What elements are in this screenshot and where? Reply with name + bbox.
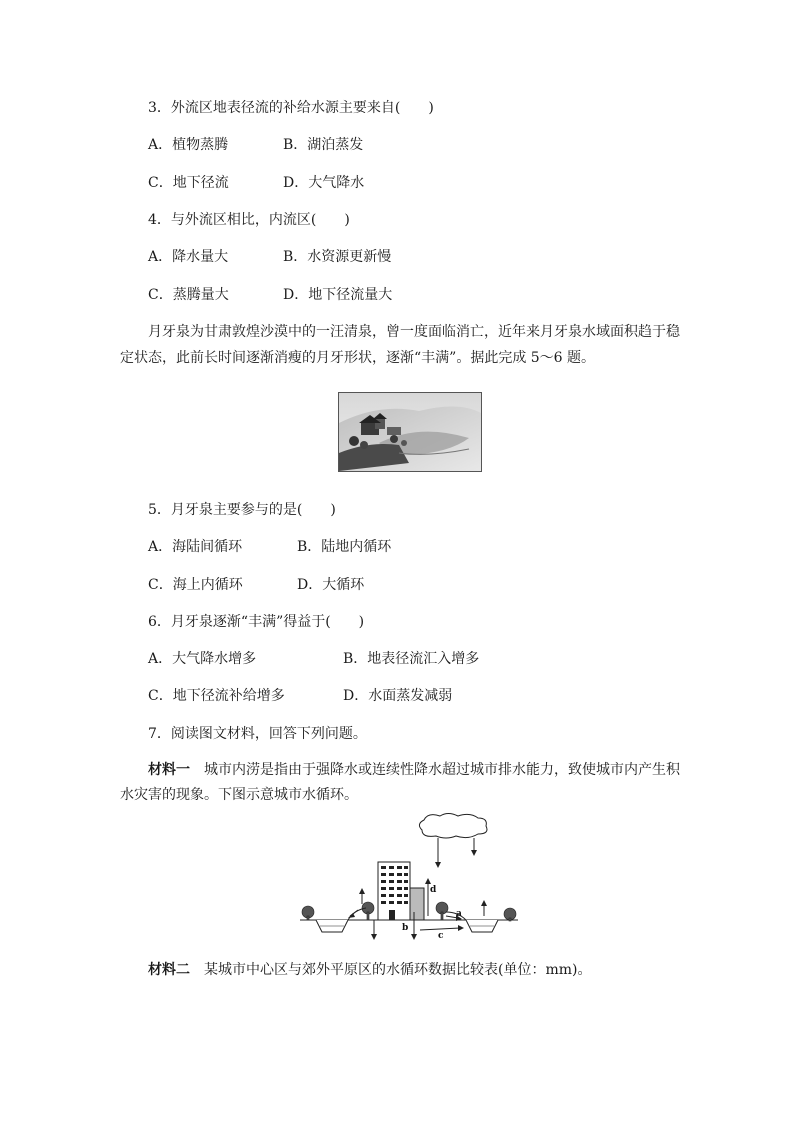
cloud-icon (419, 814, 487, 839)
material-2-text: 某城市中心区与郊外平原区的水循环数据比较表(单位：mm)。 (204, 962, 592, 978)
q5-option-b: B．陆地内循环 (297, 539, 392, 555)
material-1-line-2: 水灾害的现象。下图示意城市水循环。 (120, 787, 358, 803)
q5-option-c: C．海上内循环 (148, 577, 243, 593)
q3-stem: 3．外流区地表径流的补给水源主要来自( ) (148, 100, 434, 116)
q4-option-c: C．蒸腾量大 (148, 287, 229, 303)
material-1-line-1 (148, 760, 680, 780)
label-c: c (438, 931, 444, 941)
q6-option-c: C．地下径流补给增多 (148, 688, 285, 704)
crescent-spring-photo (338, 392, 482, 472)
q6-stem: 6．月牙泉逐渐“丰满”得益于( ) (148, 614, 365, 630)
label-a: a (456, 909, 462, 919)
q3-option-a: A．植物蒸腾 (148, 137, 229, 153)
label-b: b (402, 923, 409, 933)
q7-stem: 7．阅读图文材料，回答下列问题。 (148, 726, 367, 742)
q4-option-a: A．降水量大 (148, 249, 229, 265)
material-2-label: 材料二 (148, 962, 190, 978)
q4-option-d: D．地下径流量大 (283, 287, 393, 303)
crescent-spring-illustration (339, 393, 481, 471)
passage-line-1: 月牙泉为甘肃敦煌沙漠中的一汪清泉，曾一度面临消亡，近年来月牙泉水域面积趋于稳 (148, 324, 680, 340)
q3-option-c: C．地下径流 (148, 175, 229, 191)
q5-stem: 5．月牙泉主要参与的是( ) (148, 502, 336, 518)
q3-option-d: D．大气降水 (283, 175, 365, 191)
q6-option-a: A．大气降水增多 (148, 651, 257, 667)
label-d: d (430, 885, 437, 895)
passage-line-2: 定状态，此前长时间逐渐消瘦的月牙形状，逐渐“丰满”。据此完成 5～6 题。 (120, 350, 596, 366)
q4-option-b: B．水资源更新慢 (283, 249, 392, 265)
q6-option-d: D．水面蒸发减弱 (343, 688, 453, 704)
q3-option-b: B．湖泊蒸发 (283, 137, 364, 153)
q5-option-d: D．大循环 (297, 577, 365, 593)
q5-option-a: A．海陆间循环 (148, 539, 243, 555)
q6-option-b: B．地表径流汇入增多 (343, 651, 480, 667)
material-1-label: 材料一 (148, 762, 190, 778)
material-2-line (148, 960, 591, 980)
q4-stem: 4．与外流区相比，内流区( ) (148, 212, 350, 228)
building-icon (378, 862, 424, 920)
urban-water-cycle-diagram (296, 812, 522, 944)
material-1-text: 城市内涝是指由于强降水或连续性降水超过城市排水能力，致使城市内产生积 (204, 762, 680, 778)
